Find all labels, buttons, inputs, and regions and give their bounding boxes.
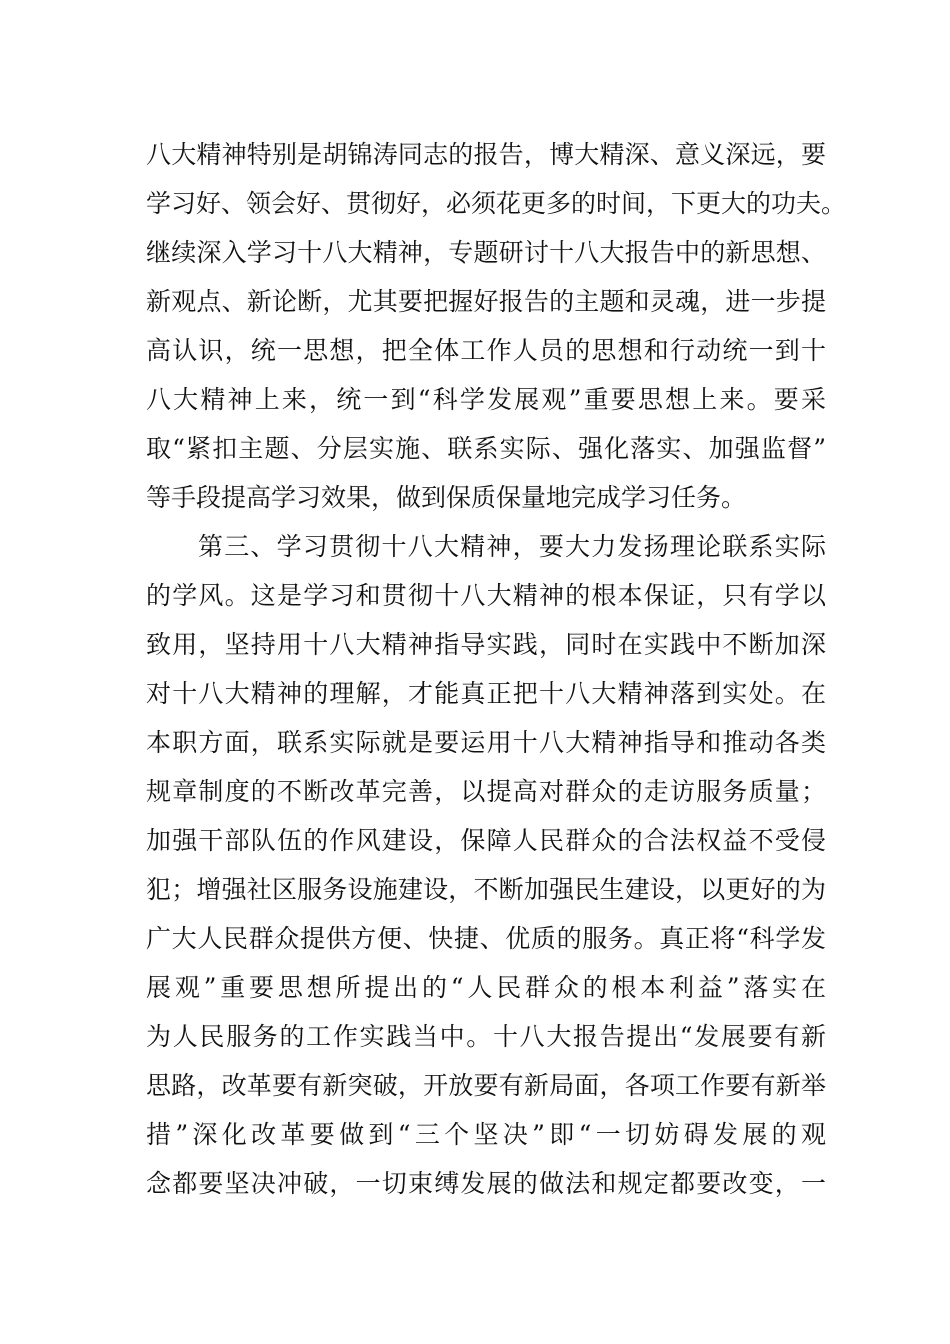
text-line: 本职方面，联系实际就是要运用十八大精神指导和推动各类 (146, 728, 826, 757)
text-line: 措”深化改革要做到“三个坚决”即“一切妨碍发展的观 (146, 1120, 826, 1149)
body-text (146, 130, 847, 1208)
text-line: 念都要坚决冲破，一切束缚发展的做法和规定都要改变，一 (146, 1169, 826, 1198)
text-line: 思路，改革要有新突破，开放要有新局面，各项工作要有新举 (146, 1071, 826, 1100)
text-line: 规章制度的不断改革完善，以提高对群众的走访服务质量； (146, 777, 826, 806)
text-line: 学习好、领会好、贯彻好，必须花更多的时间，下更大的功夫。 (146, 189, 847, 218)
text-line: 为人民服务的工作实践当中。十八大报告提出“发展要有新 (146, 1022, 826, 1051)
text-line: 新观点、新论断，尤其要把握好报告的主题和灵魂，进一步提 (146, 287, 826, 316)
text-line: 八大精神特别是胡锦涛同志的报告，博大精深、意义深远，要 (146, 140, 826, 169)
text-line: 对十八大精神的理解，才能真正把十八大精神落到实处。在 (146, 679, 826, 708)
paragraph-start-line: 第三、学习贯彻十八大精神，要大力发扬理论联系实际 (198, 532, 826, 561)
text-line: 广大人民群众提供方便、快捷、优质的服务。真正将“科学发 (146, 924, 826, 953)
text-line: 致用，坚持用十八大精神指导实践，同时在实践中不断加深 (146, 630, 826, 659)
paragraph-end-line: 等手段提高学习效果，做到保质保量地完成学习任务。 (146, 483, 747, 512)
text-line: 展观”重要思想所提出的“人民群众的根本利益”落实在 (146, 973, 826, 1002)
text-line: 犯；增强社区服务设施建设，不断加强民生建设，以更好的为 (146, 875, 826, 904)
text-line: 八大精神上来，统一到“科学发展观”重要思想上来。要采 (146, 385, 826, 414)
text-line: 加强干部队伍的作风建设，保障人民群众的合法权益不受侵 (146, 826, 826, 855)
text-line: 的学风。这是学习和贯彻十八大精神的根本保证，只有学以 (146, 581, 826, 610)
text-line: 取“紧扣主题、分层实施、联系实际、强化落实、加强监督” (146, 434, 826, 463)
text-line: 高认识，统一思想，把全体工作人员的思想和行动统一到十 (146, 336, 826, 365)
text-line: 继续深入学习十八大精神，专题研讨十八大报告中的新思想、 (146, 238, 826, 267)
